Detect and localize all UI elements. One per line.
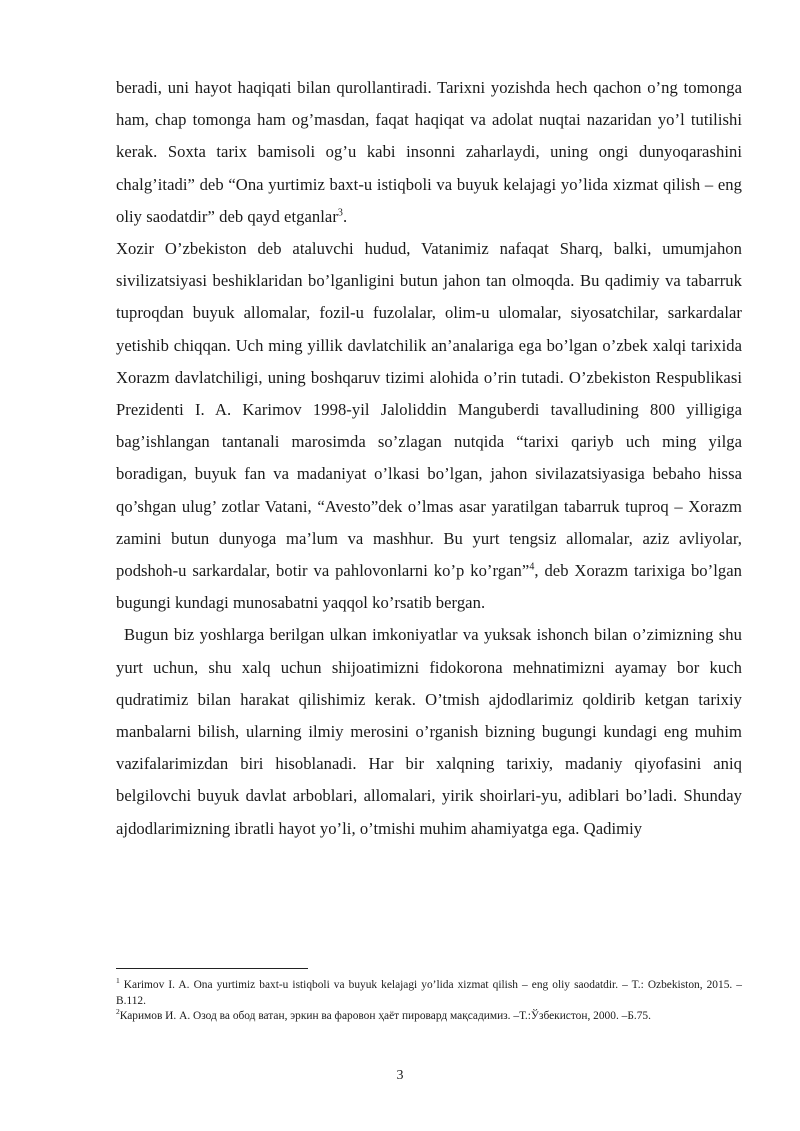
paragraph-2: Xozir O’zbekiston deb ataluvchi hudud, Vatanimiz nafaqat Sharq, balki, umumjahon sivilizatsiyasi beshiklaridan bo’lganligini butun jahon tan olmoqda. Bu qadimiy va tabarruk tuproqdan buyuk allomalar, fozil-u fuzolalar, olim-u ulomalar, siyosatchilar, sarkardalar yetishib chiqqan. Uch ming yillik davlatchilik an’analariga ega bo’lgan o’zbek xalqi tarixida Xorazm davlatchiligi, uning boshqaruv tizimi alohida o’rin tutadi. O’zbekiston Respublikasi Prezidenti I. A. Karimov 1998-yil Jaloliddin Manguberdi tavalludining 800 yilligiga bag’ishlangan tantanali marosimda so’zlagan nutqida “tarixi qariyb uch ming yilga boradigan, buyuk fan va madaniyat o’lkasi bo’lgan, jahon sivilazatsiyasiga bebaho hissa qo’shgan ulug’ zotlar Vatani, “Avesto”dek o’lmas asar yaratilgan tabarruk tuproq – Xorazm zamini butun dunyoga ma’lum va mashhur. Bu yurt tengsiz allomalar, aziz avliyolar, podshoh-u sarkardalar, botir va pahlovonlarni ko’p ko’rgan”$^4$, deb Xorazm tarixiga bo’lgan bugungi kundagi munosabatni yaqqol ko’rsatib bergan. xyxy=(116,239,743,613)
footnote-1-number: 1 xyxy=(116,976,120,986)
paragraph-3: Bugun biz yoshlarga berilgan ulkan imkoniyatlar va yuksak ishonch bilan o’zimizning shu yurt uchun, shu xalq uchun shijoatimizni fidokorona mehnatimizni ayamay bor kuch qudratimiz bilan harakat qilishimiz kerak. O’tmish ajdodlarimiz qoldirib ketgan tarixiy manbalarni bilish, ularning ilmiy merosini o’rganish bizning bugungi kundagi eng muhim vazifalarimizdan biri hisoblanadi. Har bir xalqning tarixiy, madaniy qiyofasini aniq belgilovchi buyuk davlat arboblari, allomalari, yirik shoirlari-yu, adiblari bo’ladi. Shunday ajdodlarimizning ibratli hayot yo’li, o’tmishi muhim ahamiyatga ega. Qadimiy xyxy=(116,625,742,838)
footnote-divider xyxy=(116,968,308,969)
footnote-1-text: Karimov I. A. Ona yurtimiz baxt-u istiqboli va buyuk kelajagi yo’lida xizmat qilish – eng oliy saodatdir. – T.: Ozbekiston, 2015. – B.112. xyxy=(116,979,742,1007)
body-text xyxy=(116,72,742,845)
footnote-1 xyxy=(116,978,742,1009)
footnotes xyxy=(116,978,742,1025)
page-number: 3 xyxy=(396,1068,404,1083)
footnote-2 xyxy=(116,1009,742,1025)
footnote-ref-3[interactable]: 3 xyxy=(337,207,343,219)
paragraph-1: beradi, uni hayot haqiqati bilan qurollantiradi. Tarixni yozishda hech qachon o’ng tomonga ham, chap tomonga ham og’masdan, faqat haqiqat va adolat nuqtai nazaridan yo’l tutilishi kerak. Soxta tarix bamisoli og’u kabi insonni zaharlaydi, uning ongi dunyoqarashini chalg’itadi” deb “Ona yurtimiz baxt-u istiqboli va buyuk kelajagi yo’lida xizmat qilish – eng oliy saodatdir” deb qayd etganlar$^3$. xyxy=(116,78,742,226)
footnote-2-number: 2 xyxy=(116,1007,120,1017)
footnote-2-text: Каримов И. А. Озод ва обод ватан, эркин ва фаровон ҳаёт пировард мақсадимиз. –Т.:Ўзбекистон, 2000. –Б.75. xyxy=(119,1010,651,1022)
footnote-ref-4[interactable]: 4 xyxy=(529,561,535,573)
